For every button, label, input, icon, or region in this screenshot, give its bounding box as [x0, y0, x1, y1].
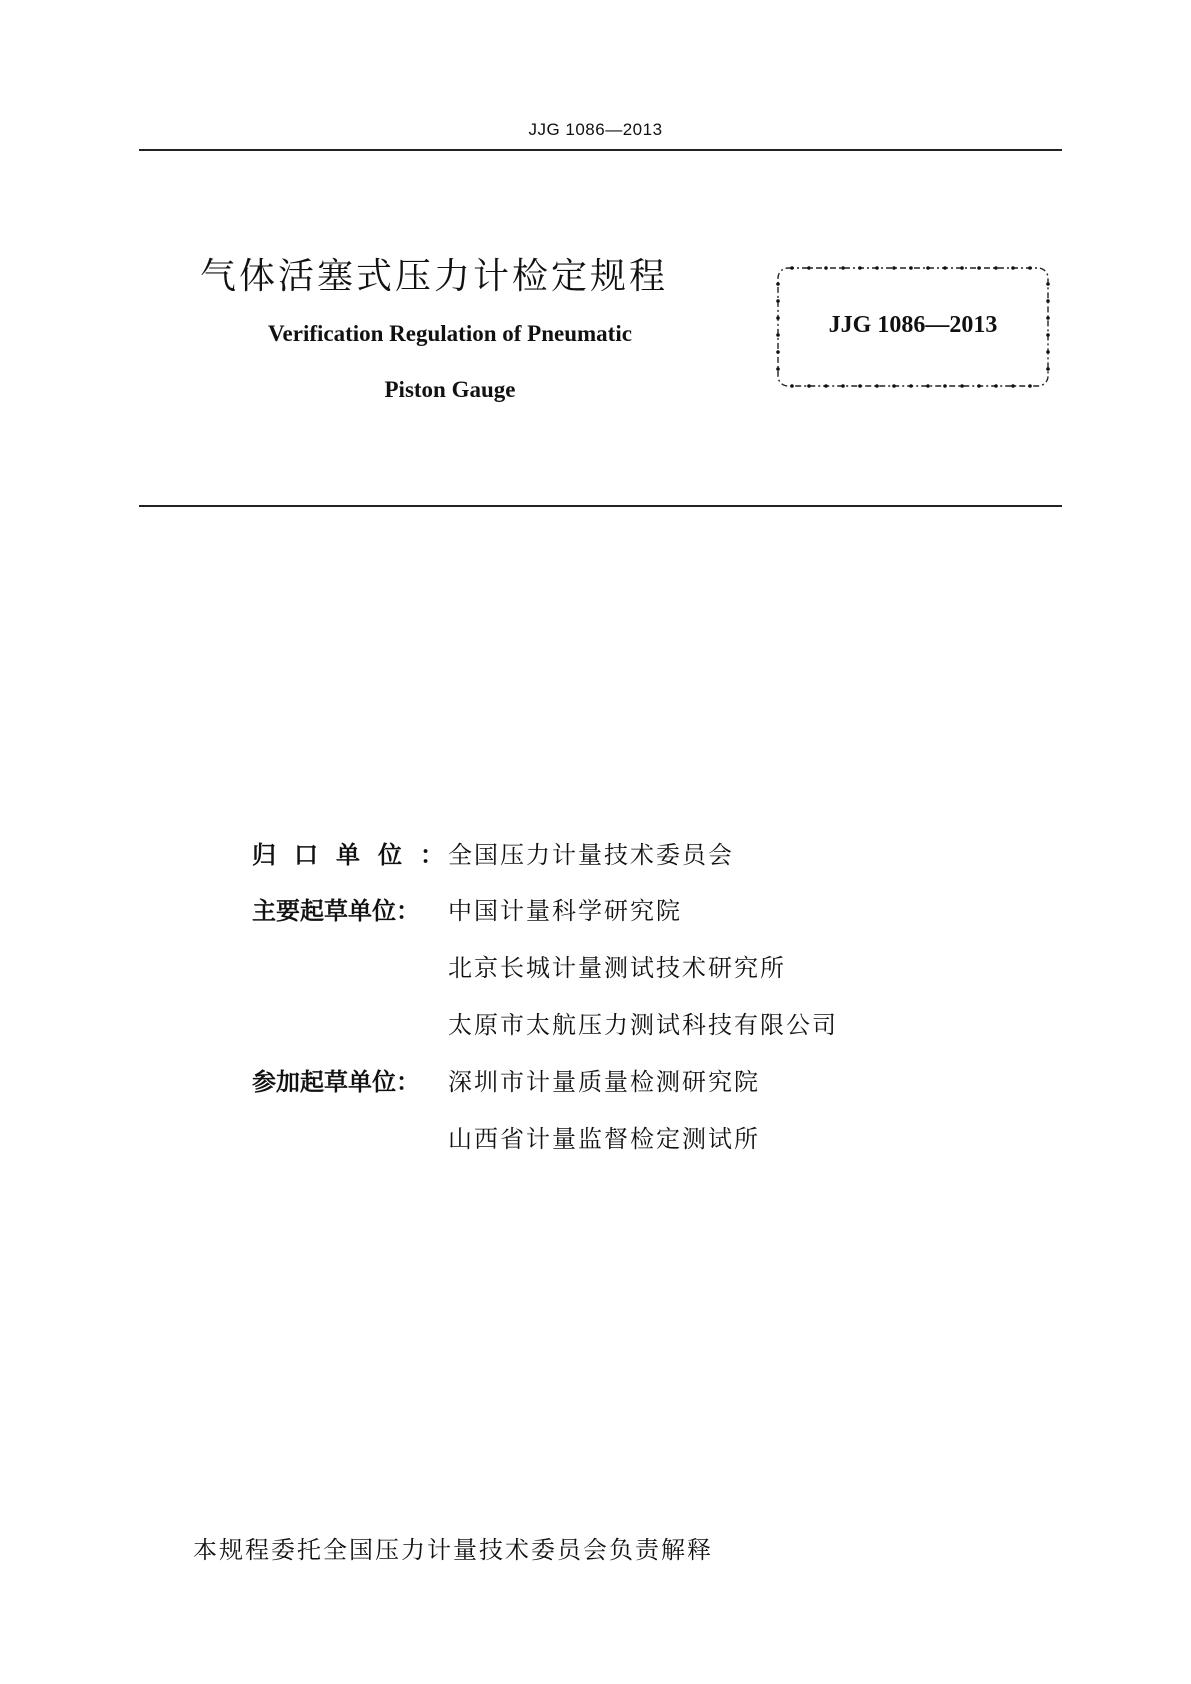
border-dot: [1046, 367, 1050, 371]
border-dot: [858, 266, 862, 270]
title-english-line1: Verification Regulation of Pneumatic: [268, 321, 632, 346]
border-dot: [892, 384, 896, 388]
border-dot: [1028, 384, 1032, 388]
border-dot: [1028, 266, 1032, 270]
border-dot: [858, 384, 862, 388]
border-dot: [892, 266, 896, 270]
border-dot: [909, 384, 913, 388]
value-main-drafting-3: 太原市太航压力测试科技有限公司: [448, 1011, 838, 1039]
border-dot: [926, 266, 930, 270]
border-dot: [909, 266, 913, 270]
border-dot: [790, 266, 794, 270]
top-rule: [139, 149, 1062, 151]
border-dot: [841, 384, 845, 388]
border-dot: [1046, 299, 1050, 303]
title-chinese: 气体活塞式压力计检定规程: [200, 256, 669, 297]
border-dot: [926, 384, 930, 388]
border-dot: [1011, 384, 1015, 388]
org-row-participating: [252, 1062, 760, 1097]
value-main-drafting-1: 中国计量科学研究院: [448, 897, 682, 925]
border-dot: [875, 266, 879, 270]
border-dot: [807, 266, 811, 270]
border-dot: [943, 384, 947, 388]
border-dot: [994, 384, 998, 388]
value-centralized-unit: 全国压力计量技术委员会: [448, 841, 734, 869]
border-dot: [841, 266, 845, 270]
border-dot: [1046, 282, 1050, 286]
bottom-rule: [139, 505, 1062, 507]
border-dot: [776, 299, 780, 303]
org-row-centralized: [252, 835, 734, 870]
border-dot: [776, 350, 780, 354]
standard-code: JJG 1086—2013: [828, 312, 998, 338]
border-dot: [1046, 350, 1050, 354]
border-dot: [776, 367, 780, 371]
border-dot: [824, 384, 828, 388]
standard-code-box: [772, 262, 1054, 392]
border-dot: [875, 384, 879, 388]
value-main-drafting-2: 北京长城计量测试技术研究所: [448, 954, 786, 982]
label-participating-drafting: 参加起草单位：: [252, 1068, 420, 1096]
title-english-line2: Piston Gauge: [384, 377, 516, 402]
border-dot: [790, 384, 794, 388]
border-dot: [943, 266, 947, 270]
border-dot: [977, 266, 981, 270]
interpretation-note: 本规程委托全国压力计量技术委员会负责解释: [193, 1536, 713, 1564]
label-main-drafting: 主要起草单位：: [252, 897, 420, 925]
label-centralized-unit: 归口单位：: [252, 841, 462, 869]
border-dot: [776, 282, 780, 286]
border-dot: [824, 266, 828, 270]
value-participating-1: 深圳市计量质量检测研究院: [448, 1068, 760, 1096]
value-participating-2: 山西省计量监督检定测试所: [448, 1125, 760, 1153]
border-dot: [960, 266, 964, 270]
org-row-main-drafting: [252, 891, 682, 926]
running-header-code: JJG 1086—2013: [528, 120, 663, 139]
border-dot: [960, 384, 964, 388]
border-dot: [807, 384, 811, 388]
border-dot: [994, 266, 998, 270]
border-dot: [1011, 266, 1015, 270]
border-dot: [977, 384, 981, 388]
